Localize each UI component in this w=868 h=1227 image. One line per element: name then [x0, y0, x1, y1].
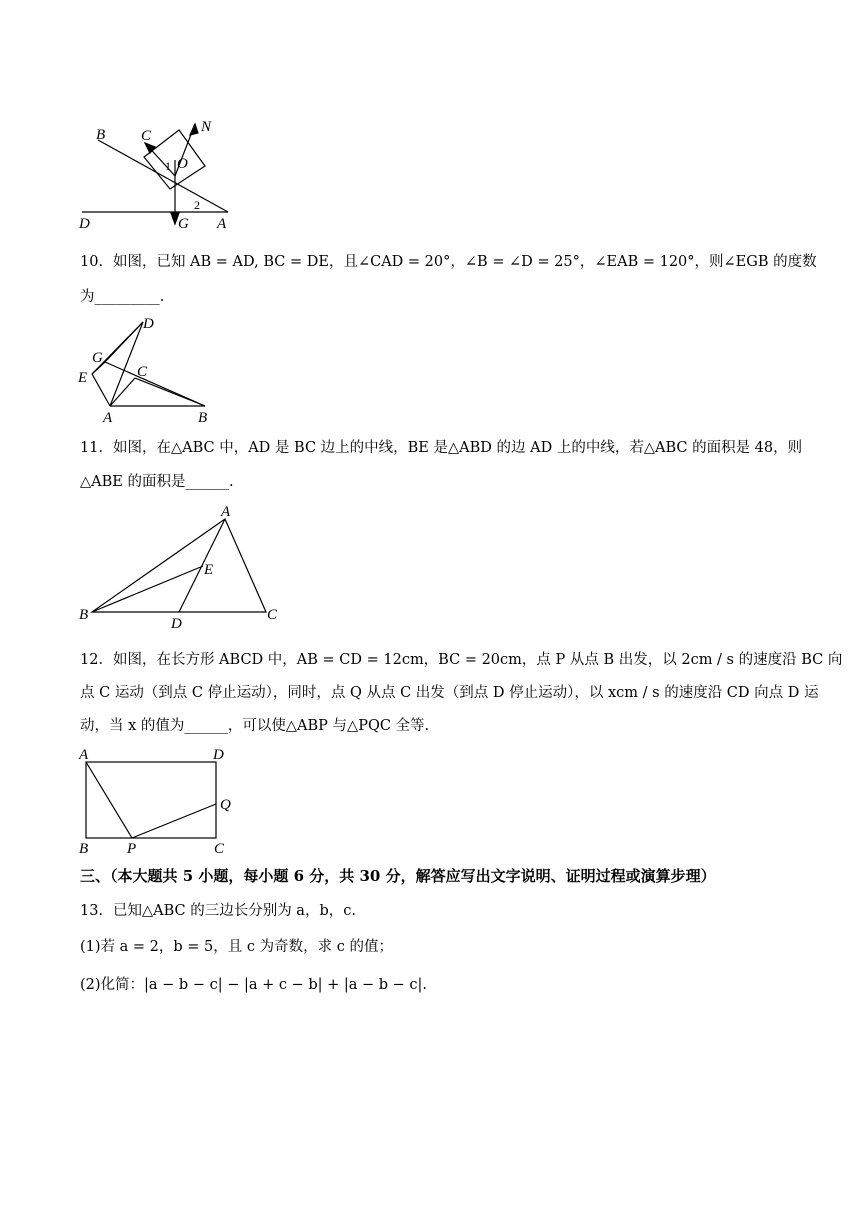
fig9-label-D: D — [79, 216, 90, 232]
fig12-label-P: P — [127, 841, 137, 857]
fig9-label-O: O — [177, 156, 188, 172]
section-3-heading: 三、（本大题共 5 小题，每小题 6 分，共 30 分，解答应写出文字说明、证明过程或演算步理） — [80, 867, 716, 885]
q11-line2: △ABE 的面积是______. — [80, 474, 234, 490]
rectangle-ABCD — [86, 762, 216, 838]
fig9-label-2: 2 — [194, 198, 200, 212]
fig9-label-A: A — [217, 216, 227, 232]
fig10-label-A: A — [103, 410, 113, 426]
q10-line1: 10．如图，已知 AB = AD, BC = DE，且∠CAD = 20°，∠B = ∠D = 25°，∠EAB = 120°，则∠EGB 的度数 — [80, 254, 817, 270]
fig12-label-Q: Q — [220, 797, 231, 813]
q13-part2: (2)化简：|a − b − c| − |a + c − b| + |a − b − c|. — [80, 977, 428, 993]
q13-stem: 13．已知△ABC 的三边长分别为 a，b，c. — [80, 903, 356, 919]
fig11-label-E: E — [204, 562, 214, 578]
q12-line2: 点 C 运动（到点 C 停止运动），同时，点 Q 从点 C 出发（到点 D 停止运动），以 xcm / s 的速度沿 CD 向点 D 运 — [80, 685, 819, 701]
fig12-label-C: C — [214, 841, 225, 857]
fig10-label-D: D — [143, 316, 154, 332]
fig11-label-A: A — [221, 504, 231, 520]
fig11-label-D: D — [171, 616, 182, 632]
fig9-label-B: B — [96, 127, 106, 143]
q13-part1: (1)若 a = 2，b = 5，且 c 为奇数，求 c 的值； — [80, 939, 393, 955]
fig9-label-N: N — [201, 119, 212, 135]
fig9-label-C: C — [141, 128, 152, 144]
fig9-label-1: 1 — [165, 159, 171, 173]
q11-line1: 11．如图，在△ABC 中，AD 是 BC 边上的中线，BE 是△ABD 的边 AD 上的中线，若△ABC 的面积是 48，则 — [80, 440, 803, 456]
fig10-label-C: C — [137, 364, 148, 380]
fig10-label-E: E — [78, 370, 88, 386]
segment-PQ — [132, 804, 216, 838]
q10-line2: 为_________. — [80, 289, 165, 305]
fig9-label-G: G — [178, 216, 189, 232]
q12-line3: 动，当 x 的值为______，可以使△ABP 与△PQC 全等. — [80, 718, 430, 734]
fig10-label-G: G — [92, 350, 103, 366]
fig11-label-B: B — [79, 607, 89, 623]
segment-AP — [86, 762, 132, 838]
fig11-label-C: C — [267, 607, 278, 623]
fig10-label-B: B — [198, 410, 208, 426]
fig12-label-B: B — [79, 841, 89, 857]
q12-line1: 12．如图，在长方形 ABCD 中，AB = CD = 12cm，BC = 20cm，点 P 从点 B 出发，以 2cm / s 的速度沿 BC 向 — [80, 652, 843, 668]
fig12-label-A: A — [79, 747, 89, 763]
fig12-label-D: D — [213, 747, 224, 763]
